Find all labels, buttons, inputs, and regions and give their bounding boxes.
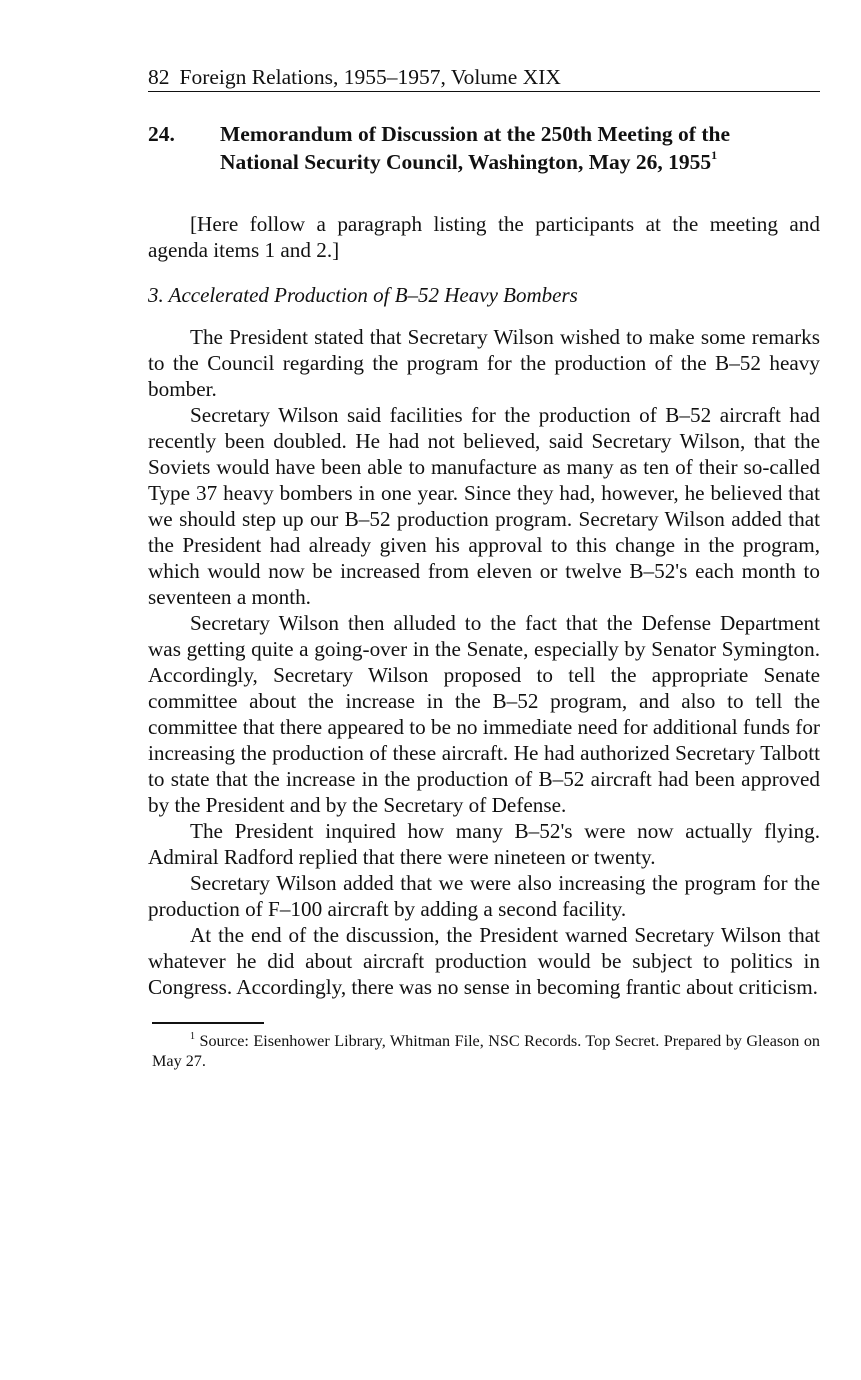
paragraph: The President stated that Secretary Wilson wished to make some remarks to the Council regarding the program for the production of the B–52 heavy bomber. [148,325,820,401]
document-title [220,120,820,176]
page [148,64,820,1071]
document-title-line-1: Memorandum of Discussion at the 250th Meeting of the [220,122,730,146]
document-title-line-2: National Security Council, Washington, May 26, 1955 [220,150,712,174]
paragraph: The President inquired how many B–52's were now actually flying. Admiral Radford replied that there were nineteen or twenty. [148,819,820,869]
editorial-note-text: [Here follow a paragraph listing the participants at the meeting and agenda items 1 and 2.] [148,212,820,262]
page-number: 82 [148,65,170,89]
paragraph: Secretary Wilson said facilities for the production of B–52 aircraft had recently been doubled. He had not believed, said Secretary Wilson, that the Soviets would have been able to manufacture as many as ten of their so-called Type 37 heavy bombers in one year. Since they had, however, he believed that we should step up our B–52 production program. Secretary Wilson added that the President had already given his approval to this change in the program, which would now be increased from eleven or twelve B–52's each month to seventeen a month. [148,403,820,609]
document-number: 24. [148,122,175,146]
footnote-marker: 1 [190,1030,195,1042]
section-heading: 3. Accelerated Production of B–52 Heavy Bombers [148,283,578,307]
section-body [148,324,820,1000]
document-heading [148,120,820,176]
paragraph: Secretary Wilson then alluded to the fact that the Defense Department was getting quite a going-over in the Senate, especially by Senator Symington. Accordingly, Secretary Wilson proposed to tell the appropriate Senate committee about the increase in the B–52 program, and also to tell the committee that there appeared to be no immediate need for additional funds for increasing the production of these aircraft. He had authorized Secretary Talbott to state that the increase in the production of B–52 aircraft had been approved by the President and by the Secretary of Defense. [148,611,820,817]
footnote-reference[interactable]: 1 [711,147,718,162]
paragraph: Secretary Wilson added that we were also increasing the program for the production of F–100 aircraft by adding a second facility. [148,871,820,921]
paragraph: At the end of the discussion, the President warned Secretary Wilson that whatever he did about aircraft production would be subject to politics in Congress. Accordingly, there was no sense in becoming frantic about criticism. [148,923,820,999]
footnote-divider [152,1022,264,1024]
footnote [152,1031,820,1071]
editorial-note [148,211,820,263]
running-head [148,64,820,92]
footnote-text: Source: Eisenhower Library, Whitman File, NSC Records. Top Secret. Prepared by Gleason on May 27. [152,1032,821,1070]
volume-title: Foreign Relations, 1955–1957, Volume XIX [179,65,561,89]
